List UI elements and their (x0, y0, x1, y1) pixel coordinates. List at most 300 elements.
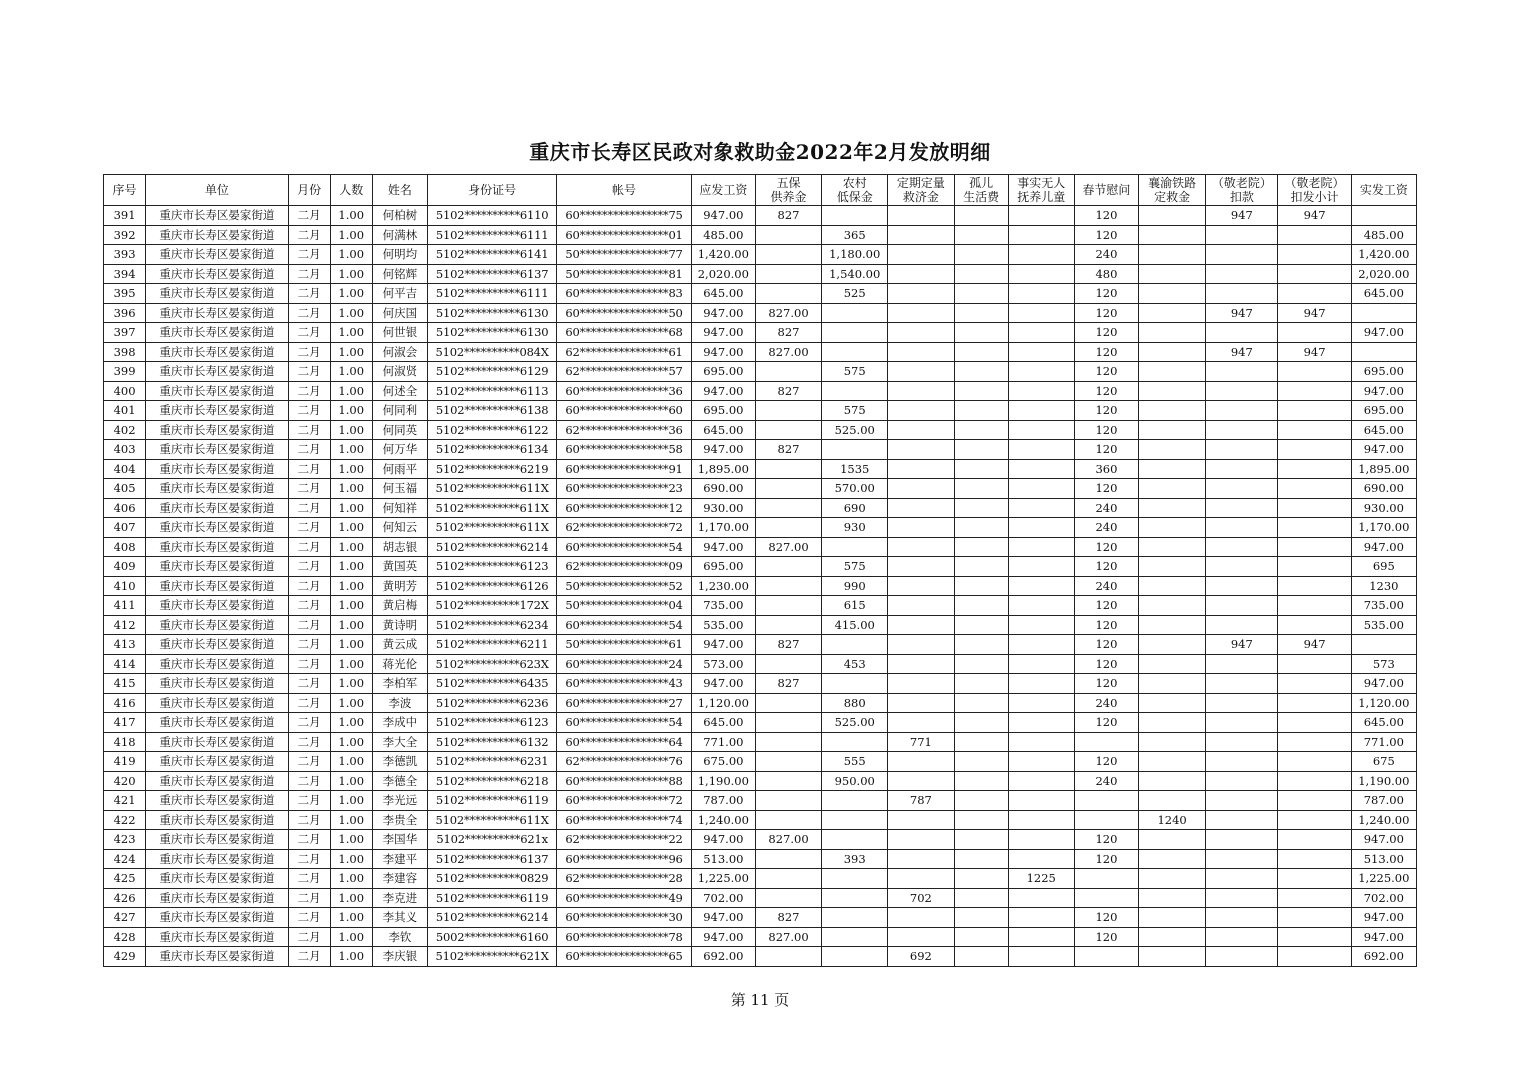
cell-nursing-subtotal (1278, 264, 1351, 284)
cell-month: 二月 (288, 869, 330, 889)
cell-unsupported-child: 1225 (1008, 869, 1074, 889)
cell-seq: 420 (104, 771, 146, 791)
cell-wubao (755, 459, 821, 479)
cell-unit: 重庆市长寿区晏家街道 (146, 537, 288, 557)
cell-name: 李贵全 (372, 810, 427, 830)
cell-dibao: 525.00 (822, 420, 888, 440)
cell-count: 1.00 (330, 927, 372, 947)
cell-dingqi (888, 771, 954, 791)
cell-nursing-deduct (1206, 849, 1278, 869)
cell-wubao (755, 791, 821, 811)
cell-net-pay: 771.00 (1351, 732, 1416, 752)
cell-gross-pay: 702.00 (691, 888, 755, 908)
cell-dibao: 555 (822, 752, 888, 772)
cell-seq: 413 (104, 635, 146, 655)
table-row (104, 732, 1417, 752)
cell-nursing-subtotal (1278, 674, 1351, 694)
table-row (104, 498, 1417, 518)
cell-xiangyu (1139, 674, 1206, 694)
cell-dibao: 365 (822, 225, 888, 245)
cell-seq: 418 (104, 732, 146, 752)
cell-dingqi: 787 (888, 791, 954, 811)
cell-count: 1.00 (330, 596, 372, 616)
cell-orphan (954, 381, 1008, 401)
cell-nursing-deduct (1206, 440, 1278, 460)
cell-unit: 重庆市长寿区晏家街道 (146, 381, 288, 401)
cell-dingqi (888, 869, 954, 889)
cell-festival: 120 (1074, 206, 1138, 226)
cell-net-pay: 695.00 (1351, 401, 1416, 421)
cell-gross-pay: 573.00 (691, 654, 755, 674)
cell-wubao (755, 557, 821, 577)
table-row (104, 713, 1417, 733)
cell-xiangyu (1139, 888, 1206, 908)
cell-net-pay: 573 (1351, 654, 1416, 674)
cell-id-number: 5102**********623X (427, 654, 556, 674)
cell-xiangyu (1139, 908, 1206, 928)
cell-dibao (822, 381, 888, 401)
cell-wubao (755, 225, 821, 245)
cell-id-number: 5102**********6123 (427, 557, 556, 577)
table-row (104, 830, 1417, 850)
cell-nursing-subtotal (1278, 518, 1351, 538)
cell-count: 1.00 (330, 459, 372, 479)
cell-id-number: 5102**********6111 (427, 284, 556, 304)
cell-month: 二月 (288, 830, 330, 850)
column-header-nursing-deduct: （敬老院） 扣款 (1206, 175, 1278, 206)
cell-account: 60****************88 (557, 771, 691, 791)
cell-account: 50****************04 (557, 596, 691, 616)
page-number: 第 11 页 (730, 991, 790, 1009)
table-row (104, 342, 1417, 362)
cell-name: 何明均 (372, 245, 427, 265)
cell-xiangyu (1139, 752, 1206, 772)
cell-count: 1.00 (330, 576, 372, 596)
table-row (104, 479, 1417, 499)
cell-wubao: 827.00 (755, 537, 821, 557)
cell-wubao (755, 498, 821, 518)
cell-festival: 120 (1074, 420, 1138, 440)
cell-gross-pay: 535.00 (691, 615, 755, 635)
cell-dingqi (888, 596, 954, 616)
cell-seq: 400 (104, 381, 146, 401)
cell-month: 二月 (288, 596, 330, 616)
cell-dibao (822, 732, 888, 752)
cell-wubao (755, 264, 821, 284)
column-header-gross-pay: 应发工资 (691, 175, 755, 206)
cell-xiangyu (1139, 401, 1206, 421)
cell-count: 1.00 (330, 830, 372, 850)
cell-orphan (954, 732, 1008, 752)
cell-month: 二月 (288, 557, 330, 577)
cell-unsupported-child (1008, 401, 1074, 421)
cell-name: 李大全 (372, 732, 427, 752)
cell-gross-pay: 645.00 (691, 284, 755, 304)
cell-xiangyu (1139, 576, 1206, 596)
cell-dingqi (888, 830, 954, 850)
cell-nursing-subtotal (1278, 615, 1351, 635)
cell-nursing-deduct (1206, 381, 1278, 401)
cell-seq: 408 (104, 537, 146, 557)
cell-dibao: 690 (822, 498, 888, 518)
cell-xiangyu (1139, 518, 1206, 538)
cell-dibao (822, 323, 888, 343)
cell-festival: 120 (1074, 381, 1138, 401)
cell-orphan (954, 284, 1008, 304)
cell-id-number: 5102**********611X (427, 810, 556, 830)
cell-net-pay: 947.00 (1351, 440, 1416, 460)
cell-festival: 120 (1074, 401, 1138, 421)
cell-dingqi (888, 303, 954, 323)
cell-month: 二月 (288, 693, 330, 713)
table-row (104, 440, 1417, 460)
cell-unit: 重庆市长寿区晏家街道 (146, 791, 288, 811)
cell-seq: 425 (104, 869, 146, 889)
cell-id-number: 5102**********6130 (427, 323, 556, 343)
cell-gross-pay: 695.00 (691, 401, 755, 421)
cell-account: 60****************68 (557, 323, 691, 343)
cell-seq: 403 (104, 440, 146, 460)
cell-dingqi (888, 557, 954, 577)
cell-month: 二月 (288, 908, 330, 928)
cell-wubao (755, 713, 821, 733)
cell-festival: 120 (1074, 752, 1138, 772)
cell-net-pay (1351, 303, 1416, 323)
cell-dibao (822, 830, 888, 850)
cell-count: 1.00 (330, 635, 372, 655)
cell-id-number: 5102**********6111 (427, 225, 556, 245)
cell-unsupported-child (1008, 264, 1074, 284)
cell-orphan (954, 557, 1008, 577)
cell-month: 二月 (288, 479, 330, 499)
cell-account: 60****************12 (557, 498, 691, 518)
cell-seq: 396 (104, 303, 146, 323)
cell-account: 60****************54 (557, 713, 691, 733)
cell-seq: 392 (104, 225, 146, 245)
cell-seq: 404 (104, 459, 146, 479)
cell-festival: 240 (1074, 771, 1138, 791)
cell-orphan (954, 674, 1008, 694)
cell-nursing-subtotal: 947 (1278, 635, 1351, 655)
cell-unit: 重庆市长寿区晏家街道 (146, 830, 288, 850)
column-header-account: 帐号 (557, 175, 691, 206)
cell-gross-pay: 1,120.00 (691, 693, 755, 713)
cell-account: 60****************58 (557, 440, 691, 460)
cell-wubao (755, 596, 821, 616)
cell-xiangyu: 1240 (1139, 810, 1206, 830)
cell-unsupported-child (1008, 908, 1074, 928)
cell-orphan (954, 713, 1008, 733)
cell-name: 李柏军 (372, 674, 427, 694)
cell-net-pay: 1,120.00 (1351, 693, 1416, 713)
cell-name: 何知云 (372, 518, 427, 538)
cell-nursing-deduct (1206, 401, 1278, 421)
cell-dibao: 880 (822, 693, 888, 713)
cell-festival: 120 (1074, 674, 1138, 694)
cell-month: 二月 (288, 927, 330, 947)
cell-count: 1.00 (330, 381, 372, 401)
cell-orphan (954, 206, 1008, 226)
cell-name: 何世银 (372, 323, 427, 343)
cell-nursing-deduct (1206, 674, 1278, 694)
cell-wubao (755, 693, 821, 713)
cell-nursing-subtotal (1278, 654, 1351, 674)
cell-unit: 重庆市长寿区晏家街道 (146, 732, 288, 752)
cell-gross-pay: 2,020.00 (691, 264, 755, 284)
cell-orphan (954, 323, 1008, 343)
cell-name: 何淑会 (372, 342, 427, 362)
cell-month: 二月 (288, 576, 330, 596)
cell-dingqi (888, 752, 954, 772)
cell-name: 李波 (372, 693, 427, 713)
cell-name: 何同英 (372, 420, 427, 440)
cell-dingqi (888, 908, 954, 928)
cell-account: 60****************78 (557, 927, 691, 947)
cell-seq: 416 (104, 693, 146, 713)
cell-account: 60****************50 (557, 303, 691, 323)
cell-seq: 411 (104, 596, 146, 616)
cell-count: 1.00 (330, 791, 372, 811)
cell-unit: 重庆市长寿区晏家街道 (146, 245, 288, 265)
cell-count: 1.00 (330, 342, 372, 362)
table-row (104, 362, 1417, 382)
cell-id-number: 5102**********6234 (427, 615, 556, 635)
cell-orphan (954, 888, 1008, 908)
cell-account: 50****************81 (557, 264, 691, 284)
cell-id-number: 5102**********6138 (427, 401, 556, 421)
cell-xiangyu (1139, 284, 1206, 304)
cell-month: 二月 (288, 303, 330, 323)
cell-gross-pay: 692.00 (691, 947, 755, 967)
cell-nursing-deduct (1206, 810, 1278, 830)
cell-count: 1.00 (330, 810, 372, 830)
cell-wubao: 827.00 (755, 927, 821, 947)
cell-dibao (822, 947, 888, 967)
cell-orphan (954, 596, 1008, 616)
cell-festival (1074, 947, 1138, 967)
cell-dingqi (888, 713, 954, 733)
cell-month: 二月 (288, 849, 330, 869)
cell-id-number: 5102**********6122 (427, 420, 556, 440)
cell-orphan (954, 791, 1008, 811)
cell-unsupported-child (1008, 791, 1074, 811)
table-row (104, 888, 1417, 908)
table-row (104, 401, 1417, 421)
table-row (104, 771, 1417, 791)
cell-account: 62****************28 (557, 869, 691, 889)
cell-nursing-subtotal (1278, 713, 1351, 733)
document-title: 重庆市长寿区民政对象救助金2022年2月发放明细 (529, 140, 991, 164)
cell-dibao (822, 888, 888, 908)
cell-dingqi (888, 849, 954, 869)
cell-count: 1.00 (330, 401, 372, 421)
cell-unsupported-child (1008, 440, 1074, 460)
cell-nursing-subtotal (1278, 810, 1351, 830)
cell-net-pay: 695 (1351, 557, 1416, 577)
table-row (104, 381, 1417, 401)
cell-seq: 399 (104, 362, 146, 382)
cell-orphan (954, 810, 1008, 830)
cell-net-pay: 1,420.00 (1351, 245, 1416, 265)
cell-net-pay (1351, 206, 1416, 226)
cell-account: 60****************83 (557, 284, 691, 304)
cell-wubao: 827 (755, 674, 821, 694)
cell-dibao: 1,180.00 (822, 245, 888, 265)
cell-name: 何述全 (372, 381, 427, 401)
cell-dingqi (888, 284, 954, 304)
column-header-xiangyu: 襄渝铁路 定救金 (1139, 175, 1206, 206)
cell-dibao (822, 869, 888, 889)
cell-unit: 重庆市长寿区晏家街道 (146, 557, 288, 577)
cell-dingqi (888, 537, 954, 557)
table-row (104, 284, 1417, 304)
cell-month: 二月 (288, 537, 330, 557)
cell-count: 1.00 (330, 908, 372, 928)
cell-gross-pay: 947.00 (691, 303, 755, 323)
cell-festival: 240 (1074, 518, 1138, 538)
cell-seq: 406 (104, 498, 146, 518)
cell-count: 1.00 (330, 206, 372, 226)
cell-wubao (755, 732, 821, 752)
cell-nursing-subtotal (1278, 908, 1351, 928)
column-header-net-pay: 实发工资 (1351, 175, 1416, 206)
table-row (104, 557, 1417, 577)
cell-festival: 120 (1074, 323, 1138, 343)
cell-orphan (954, 498, 1008, 518)
cell-nursing-deduct (1206, 654, 1278, 674)
cell-festival (1074, 869, 1138, 889)
cell-festival: 120 (1074, 342, 1138, 362)
cell-wubao (755, 810, 821, 830)
cell-unit: 重庆市长寿区晏家街道 (146, 615, 288, 635)
cell-nursing-deduct (1206, 771, 1278, 791)
cell-xiangyu (1139, 557, 1206, 577)
cell-wubao (755, 615, 821, 635)
table-row (104, 810, 1417, 830)
cell-wubao: 827.00 (755, 303, 821, 323)
cell-dibao: 575 (822, 557, 888, 577)
cell-unit: 重庆市长寿区晏家街道 (146, 654, 288, 674)
cell-wubao (755, 849, 821, 869)
cell-festival (1074, 888, 1138, 908)
cell-dingqi (888, 225, 954, 245)
cell-account: 60****************36 (557, 381, 691, 401)
table-row (104, 303, 1417, 323)
cell-festival: 120 (1074, 479, 1138, 499)
cell-dingqi (888, 401, 954, 421)
cell-count: 1.00 (330, 264, 372, 284)
cell-festival (1074, 791, 1138, 811)
cell-seq: 405 (104, 479, 146, 499)
header-row (104, 175, 1417, 206)
cell-account: 62****************36 (557, 420, 691, 440)
cell-unit: 重庆市长寿区晏家街道 (146, 576, 288, 596)
cell-gross-pay: 947.00 (691, 206, 755, 226)
cell-net-pay: 645.00 (1351, 284, 1416, 304)
cell-gross-pay: 947.00 (691, 342, 755, 362)
cell-count: 1.00 (330, 557, 372, 577)
cell-name: 李光远 (372, 791, 427, 811)
cell-unit: 重庆市长寿区晏家街道 (146, 713, 288, 733)
cell-seq: 414 (104, 654, 146, 674)
cell-id-number: 5102**********6236 (427, 693, 556, 713)
cell-xiangyu (1139, 635, 1206, 655)
cell-dibao: 990 (822, 576, 888, 596)
cell-net-pay: 695.00 (1351, 362, 1416, 382)
cell-nursing-subtotal (1278, 459, 1351, 479)
cell-id-number: 5102**********6141 (427, 245, 556, 265)
cell-festival: 120 (1074, 440, 1138, 460)
cell-orphan (954, 342, 1008, 362)
cell-gross-pay: 947.00 (691, 323, 755, 343)
cell-xiangyu (1139, 342, 1206, 362)
cell-id-number: 5102**********0829 (427, 869, 556, 889)
table-row (104, 849, 1417, 869)
cell-name: 胡志银 (372, 537, 427, 557)
cell-unit: 重庆市长寿区晏家街道 (146, 635, 288, 655)
cell-net-pay: 947.00 (1351, 830, 1416, 850)
column-header-dingqi: 定期定量 救济金 (888, 175, 954, 206)
cell-month: 二月 (288, 362, 330, 382)
cell-orphan (954, 537, 1008, 557)
cell-unit: 重庆市长寿区晏家街道 (146, 479, 288, 499)
cell-festival: 120 (1074, 654, 1138, 674)
table-row (104, 635, 1417, 655)
cell-dingqi: 702 (888, 888, 954, 908)
cell-orphan (954, 576, 1008, 596)
cell-wubao (755, 947, 821, 967)
cell-account: 60****************91 (557, 459, 691, 479)
cell-month: 二月 (288, 440, 330, 460)
cell-gross-pay: 947.00 (691, 537, 755, 557)
cell-wubao (755, 401, 821, 421)
cell-net-pay: 735.00 (1351, 596, 1416, 616)
cell-orphan (954, 752, 1008, 772)
cell-gross-pay: 1,240.00 (691, 810, 755, 830)
cell-unsupported-child (1008, 557, 1074, 577)
cell-unsupported-child (1008, 303, 1074, 323)
cell-xiangyu (1139, 420, 1206, 440)
cell-dingqi (888, 420, 954, 440)
cell-nursing-subtotal (1278, 947, 1351, 967)
cell-net-pay: 1,895.00 (1351, 459, 1416, 479)
cell-count: 1.00 (330, 284, 372, 304)
cell-net-pay (1351, 635, 1416, 655)
cell-xiangyu (1139, 362, 1206, 382)
cell-name: 李其义 (372, 908, 427, 928)
cell-xiangyu (1139, 381, 1206, 401)
cell-gross-pay: 695.00 (691, 362, 755, 382)
cell-id-number: 5102**********611X (427, 498, 556, 518)
cell-dibao: 575 (822, 401, 888, 421)
cell-unsupported-child (1008, 810, 1074, 830)
cell-dingqi: 692 (888, 947, 954, 967)
cell-nursing-subtotal (1278, 401, 1351, 421)
cell-festival (1074, 810, 1138, 830)
cell-count: 1.00 (330, 440, 372, 460)
cell-name: 李建容 (372, 869, 427, 889)
cell-dingqi (888, 674, 954, 694)
cell-month: 二月 (288, 342, 330, 362)
table-row (104, 245, 1417, 265)
cell-account: 60****************23 (557, 479, 691, 499)
cell-seq: 412 (104, 615, 146, 635)
cell-seq: 415 (104, 674, 146, 694)
cell-dingqi (888, 654, 954, 674)
cell-unit: 重庆市长寿区晏家街道 (146, 869, 288, 889)
cell-seq: 402 (104, 420, 146, 440)
cell-dibao: 615 (822, 596, 888, 616)
